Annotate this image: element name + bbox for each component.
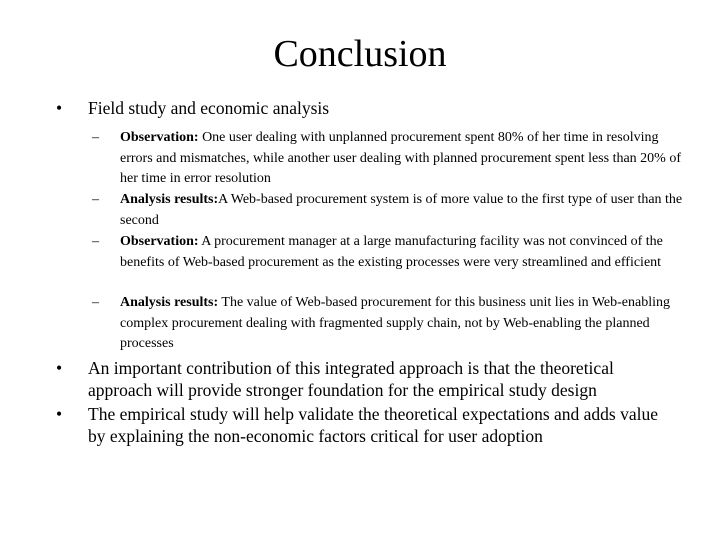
bullet-text: Field study and economic analysis — [88, 98, 330, 118]
subitem-body: The value of Web-based procurement for this business unit lies in Web-enabling complex procurement dealing with fragmented supply chain, not by Web-enabling the planned processes — [120, 295, 671, 351]
bullet-marker: • — [56, 404, 63, 424]
bullet-text: The empirical study will help validate the theoretical expectations and adds value by explaining the non-economic factors critical for user adoption — [88, 404, 659, 446]
bullet-text: An important contribution of this integrated approach is that the theoretical approach will provide stronger foundation for the empirical study design — [88, 358, 614, 400]
subitem-text — [120, 190, 688, 231]
bullet-marker: • — [56, 358, 63, 378]
subitem-label: Analysis results: — [120, 192, 219, 207]
bullet-marker: • — [56, 98, 63, 118]
slide-title: Conclusion — [273, 33, 447, 75]
dash-marker: – — [92, 234, 99, 249]
subitem-label: Observation: — [120, 234, 199, 249]
dash-marker: – — [92, 130, 99, 145]
subitem-text — [120, 293, 688, 355]
subitem-text — [120, 232, 688, 273]
subitem-body: One user dealing with unplanned procurement spent 80% of her time in resolving errors and mismatches, while another user dealing with planned procurement spent less than 20% of her time in error resolution — [120, 130, 682, 186]
dash-marker: – — [92, 192, 99, 207]
dash-marker: – — [92, 295, 99, 310]
subitem-body: A Web-based procurement system is of more value to the first type of user than the second — [120, 192, 683, 228]
subitem-body: A procurement manager at a large manufacturing facility was not convinced of the benefits of Web-based procurement as the existing processes were very streamlined and efficient — [120, 234, 663, 270]
subitem-label: Analysis results: — [120, 295, 219, 310]
subitem-text — [120, 128, 688, 190]
subitem-label: Observation: — [120, 130, 199, 145]
